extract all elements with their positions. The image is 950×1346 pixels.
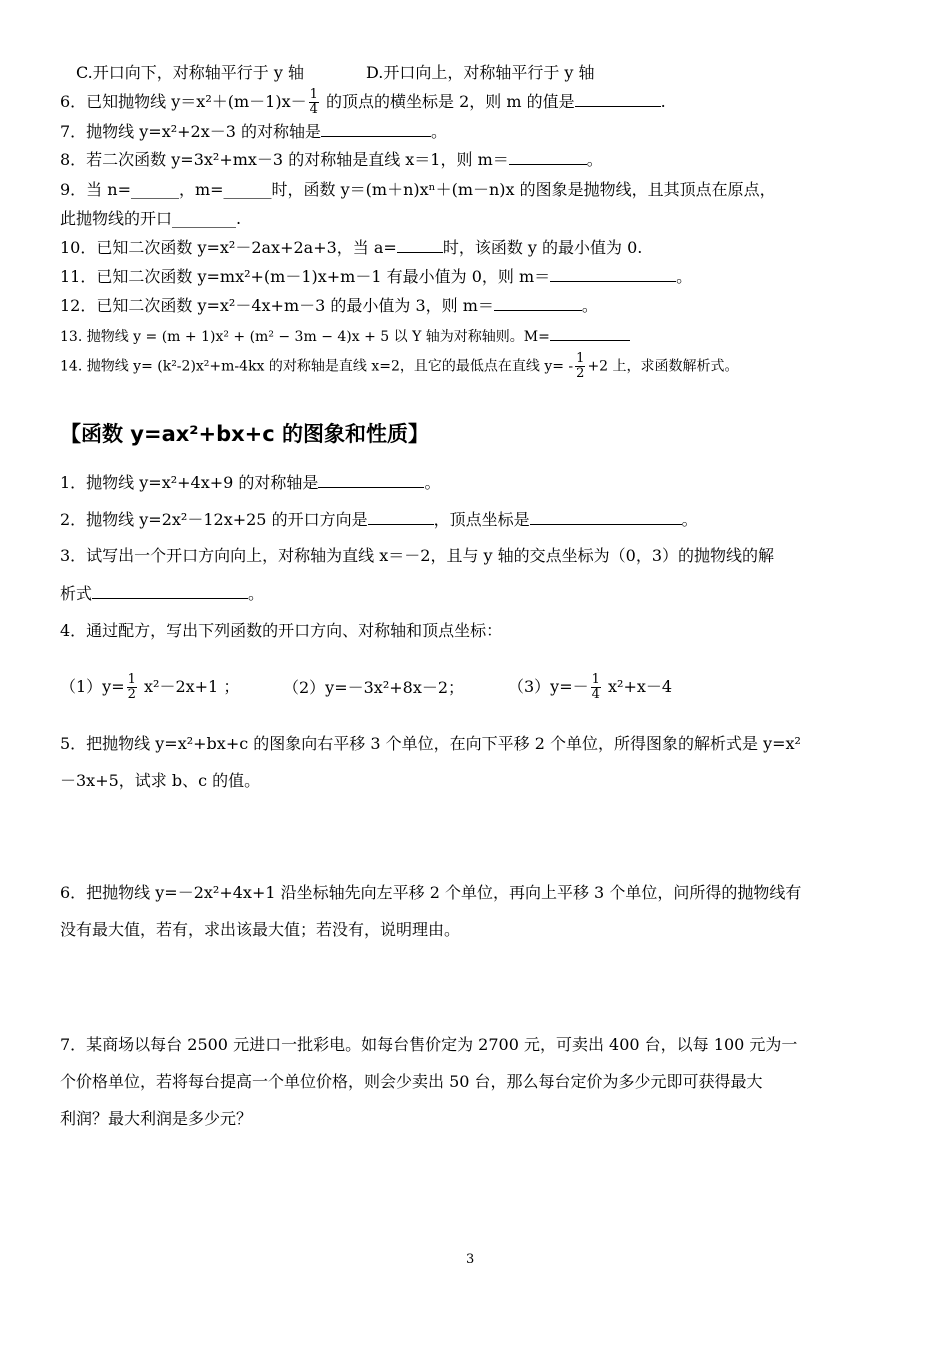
question-9-line-2 <box>60 208 241 230</box>
s2-vertex-blank[interactable] <box>530 508 682 525</box>
section-title: 【函数 y=ax²+bx+c 的图象和性质】 <box>60 422 430 446</box>
s6-line2: 没有最大值，若有，求出该最大值；若没有，说明理由。 <box>60 920 461 939</box>
s4-p1-text-2: x²－2x+1 ； <box>138 677 240 696</box>
section-question-5-line-1 <box>60 733 801 755</box>
q7-text: 7．抛物线 y=x²+2x－3 的对称轴是 <box>60 122 322 141</box>
q9-line1: 9．当 n=______，m=______时，函数 y＝(m＋n)xⁿ＋(m－n)x 的图象是抛物线，且其顶点在原点， <box>60 180 776 199</box>
s2-direction-blank[interactable] <box>368 508 434 525</box>
page-number: 3 <box>466 1252 475 1267</box>
section-question-7-line-1 <box>60 1034 797 1056</box>
question-6 <box>60 88 666 117</box>
s4-p1-text: （1）y= <box>60 677 125 696</box>
q11-answer-blank[interactable] <box>550 265 676 282</box>
s2-text: 2．抛物线 y=2x²－12x+25 的开口方向是 <box>60 510 368 529</box>
question-14 <box>60 352 739 381</box>
s5-line1: 5．把抛物线 y=x²+bx+c 的图象向右平移 3 个单位，在向下平移 2 个单位，所得图象的解析式是 y=x² <box>60 734 801 753</box>
s4-p1-denominator: 2 <box>127 687 136 702</box>
question-7 <box>60 120 447 143</box>
s1-end: 。 <box>424 473 441 492</box>
q6-fraction <box>309 88 319 117</box>
s4-p3-denominator: 4 <box>591 687 600 702</box>
s6-line1: 6．把抛物线 y=－2x²+4x+1 沿坐标轴先向左平移 2 个单位，再向上平移 3 个单位，问所得的抛物线有 <box>60 883 802 902</box>
s4-p3-numerator: 1 <box>591 672 600 687</box>
q12-text: 12．已知二次函数 y=x²－4x+m－3 的最小值为 3，则 m＝ <box>60 296 494 315</box>
q13-answer-blank[interactable] <box>550 324 630 341</box>
s4-p2-text: （2）y=－3x²+8x－2； <box>283 678 465 697</box>
s4-part-2 <box>283 677 464 699</box>
question-9-line-1 <box>60 179 776 201</box>
q13-text: 13. 抛物线 y = (m + 1)x² + (m² − 3m − 4)x + 5 以 Y 轴为对称轴则。M= <box>60 329 550 345</box>
section-question-2 <box>60 508 698 531</box>
q7-answer-blank[interactable] <box>321 120 431 137</box>
s4-part-3 <box>508 673 672 702</box>
s3-line2: 析式 <box>60 584 93 603</box>
s3-answer-blank[interactable] <box>92 582 248 599</box>
question-10 <box>60 236 642 259</box>
q6-end: . <box>660 92 666 111</box>
s4-p3-fraction <box>591 673 601 702</box>
option-c-text: C.开口向下，对称轴平行于 y 轴 <box>76 63 304 82</box>
s3-line1: 3．试写出一个开口方向向上，对称轴为直线 x＝－2，且与 y 轴的交点坐标为（0，3）的抛物线的解 <box>60 546 775 565</box>
question-8 <box>60 148 603 171</box>
s7-line3: 利润？最大利润是多少元？ <box>60 1109 253 1128</box>
question-11 <box>60 265 692 288</box>
s4-p3-text: （3）y=－ <box>508 677 589 696</box>
option-d <box>366 62 595 84</box>
q10-answer-blank[interactable] <box>397 236 443 253</box>
section-question-1 <box>60 471 440 494</box>
q14-text-2: +2 上，求函数解析式。 <box>587 358 739 375</box>
q6-text: 6．已知抛物线 y＝x²＋(m－1)x－ <box>60 92 307 111</box>
q12-answer-blank[interactable] <box>494 294 582 311</box>
q11-end: 。 <box>676 267 693 286</box>
q14-fraction <box>575 352 585 381</box>
q8-end: 。 <box>586 150 603 169</box>
q6-numerator: 1 <box>309 87 318 102</box>
s1-answer-blank[interactable] <box>318 471 424 488</box>
section-question-4 <box>60 620 502 642</box>
section-question-3-line-2 <box>60 582 264 605</box>
s1-text: 1．抛物线 y=x²+4x+9 的对称轴是 <box>60 473 319 492</box>
q9-line2: 此抛物线的开口________. <box>60 209 242 228</box>
question-12 <box>60 294 598 317</box>
s5-line2: －3x+5，试求 b、c 的值。 <box>60 771 261 790</box>
q14-numerator: 1 <box>576 351 585 366</box>
s4-p1-fraction <box>127 673 137 702</box>
q10-text-2: 时，该函数 y 的最小值为 0. <box>442 238 643 257</box>
section-question-3-line-1 <box>60 545 774 567</box>
s4-intro: 4．通过配方，写出下列函数的开口方向、对称轴和顶点坐标： <box>60 621 503 640</box>
q6-answer-blank[interactable] <box>575 90 661 107</box>
q11-text: 11．已知二次函数 y=mx²+(m－1)x+m－1 有最小值为 0，则 m＝ <box>60 267 551 286</box>
s7-line2: 个价格单位，若将每台提高一个单位价格，则会少卖出 50 台，那么每台定价为多少元即可获得最大 <box>60 1072 763 1091</box>
q6-denominator: 4 <box>309 102 318 117</box>
section-question-6-line-2 <box>60 919 460 941</box>
q6-text-2: 的顶点的横坐标是 2，则 m 的值是 <box>320 92 575 111</box>
section-question-7-line-2 <box>60 1071 763 1093</box>
option-c <box>76 62 304 84</box>
s4-p3-text-2: x²+x－4 <box>602 677 673 696</box>
s7-line1: 7．某商场以每台 2500 元进口一批彩电。如每台售价定为 2700 元，可卖出 400 台，以每 100 元为一 <box>60 1035 798 1054</box>
section-question-5-line-2 <box>60 770 260 792</box>
q10-text: 10．已知二次函数 y=x²－2ax+2a+3，当 a= <box>60 238 397 257</box>
q7-end: 。 <box>431 122 448 141</box>
s4-p1-numerator: 1 <box>127 672 136 687</box>
q12-end: 。 <box>581 296 598 315</box>
q8-answer-blank[interactable] <box>509 148 587 165</box>
s2-end: 。 <box>681 510 698 529</box>
s2-text-2: ，顶点坐标是 <box>433 510 530 529</box>
q8-text: 8．若二次函数 y=3x²+mx－3 的对称轴是直线 x＝1，则 m＝ <box>60 150 509 169</box>
option-d-text: D.开口向上，对称轴平行于 y 轴 <box>366 63 595 82</box>
q14-denominator: 2 <box>576 366 585 381</box>
q14-text: 14. 抛物线 y= (k²-2)x²+m-4kx 的对称轴是直线 x=2，且它的最低点在直线 y= - <box>60 358 574 375</box>
section-question-7-line-3 <box>60 1108 252 1130</box>
section-question-6-line-1 <box>60 882 801 904</box>
s3-end: 。 <box>248 584 265 603</box>
question-13 <box>60 324 630 348</box>
s4-part-1 <box>60 673 239 702</box>
